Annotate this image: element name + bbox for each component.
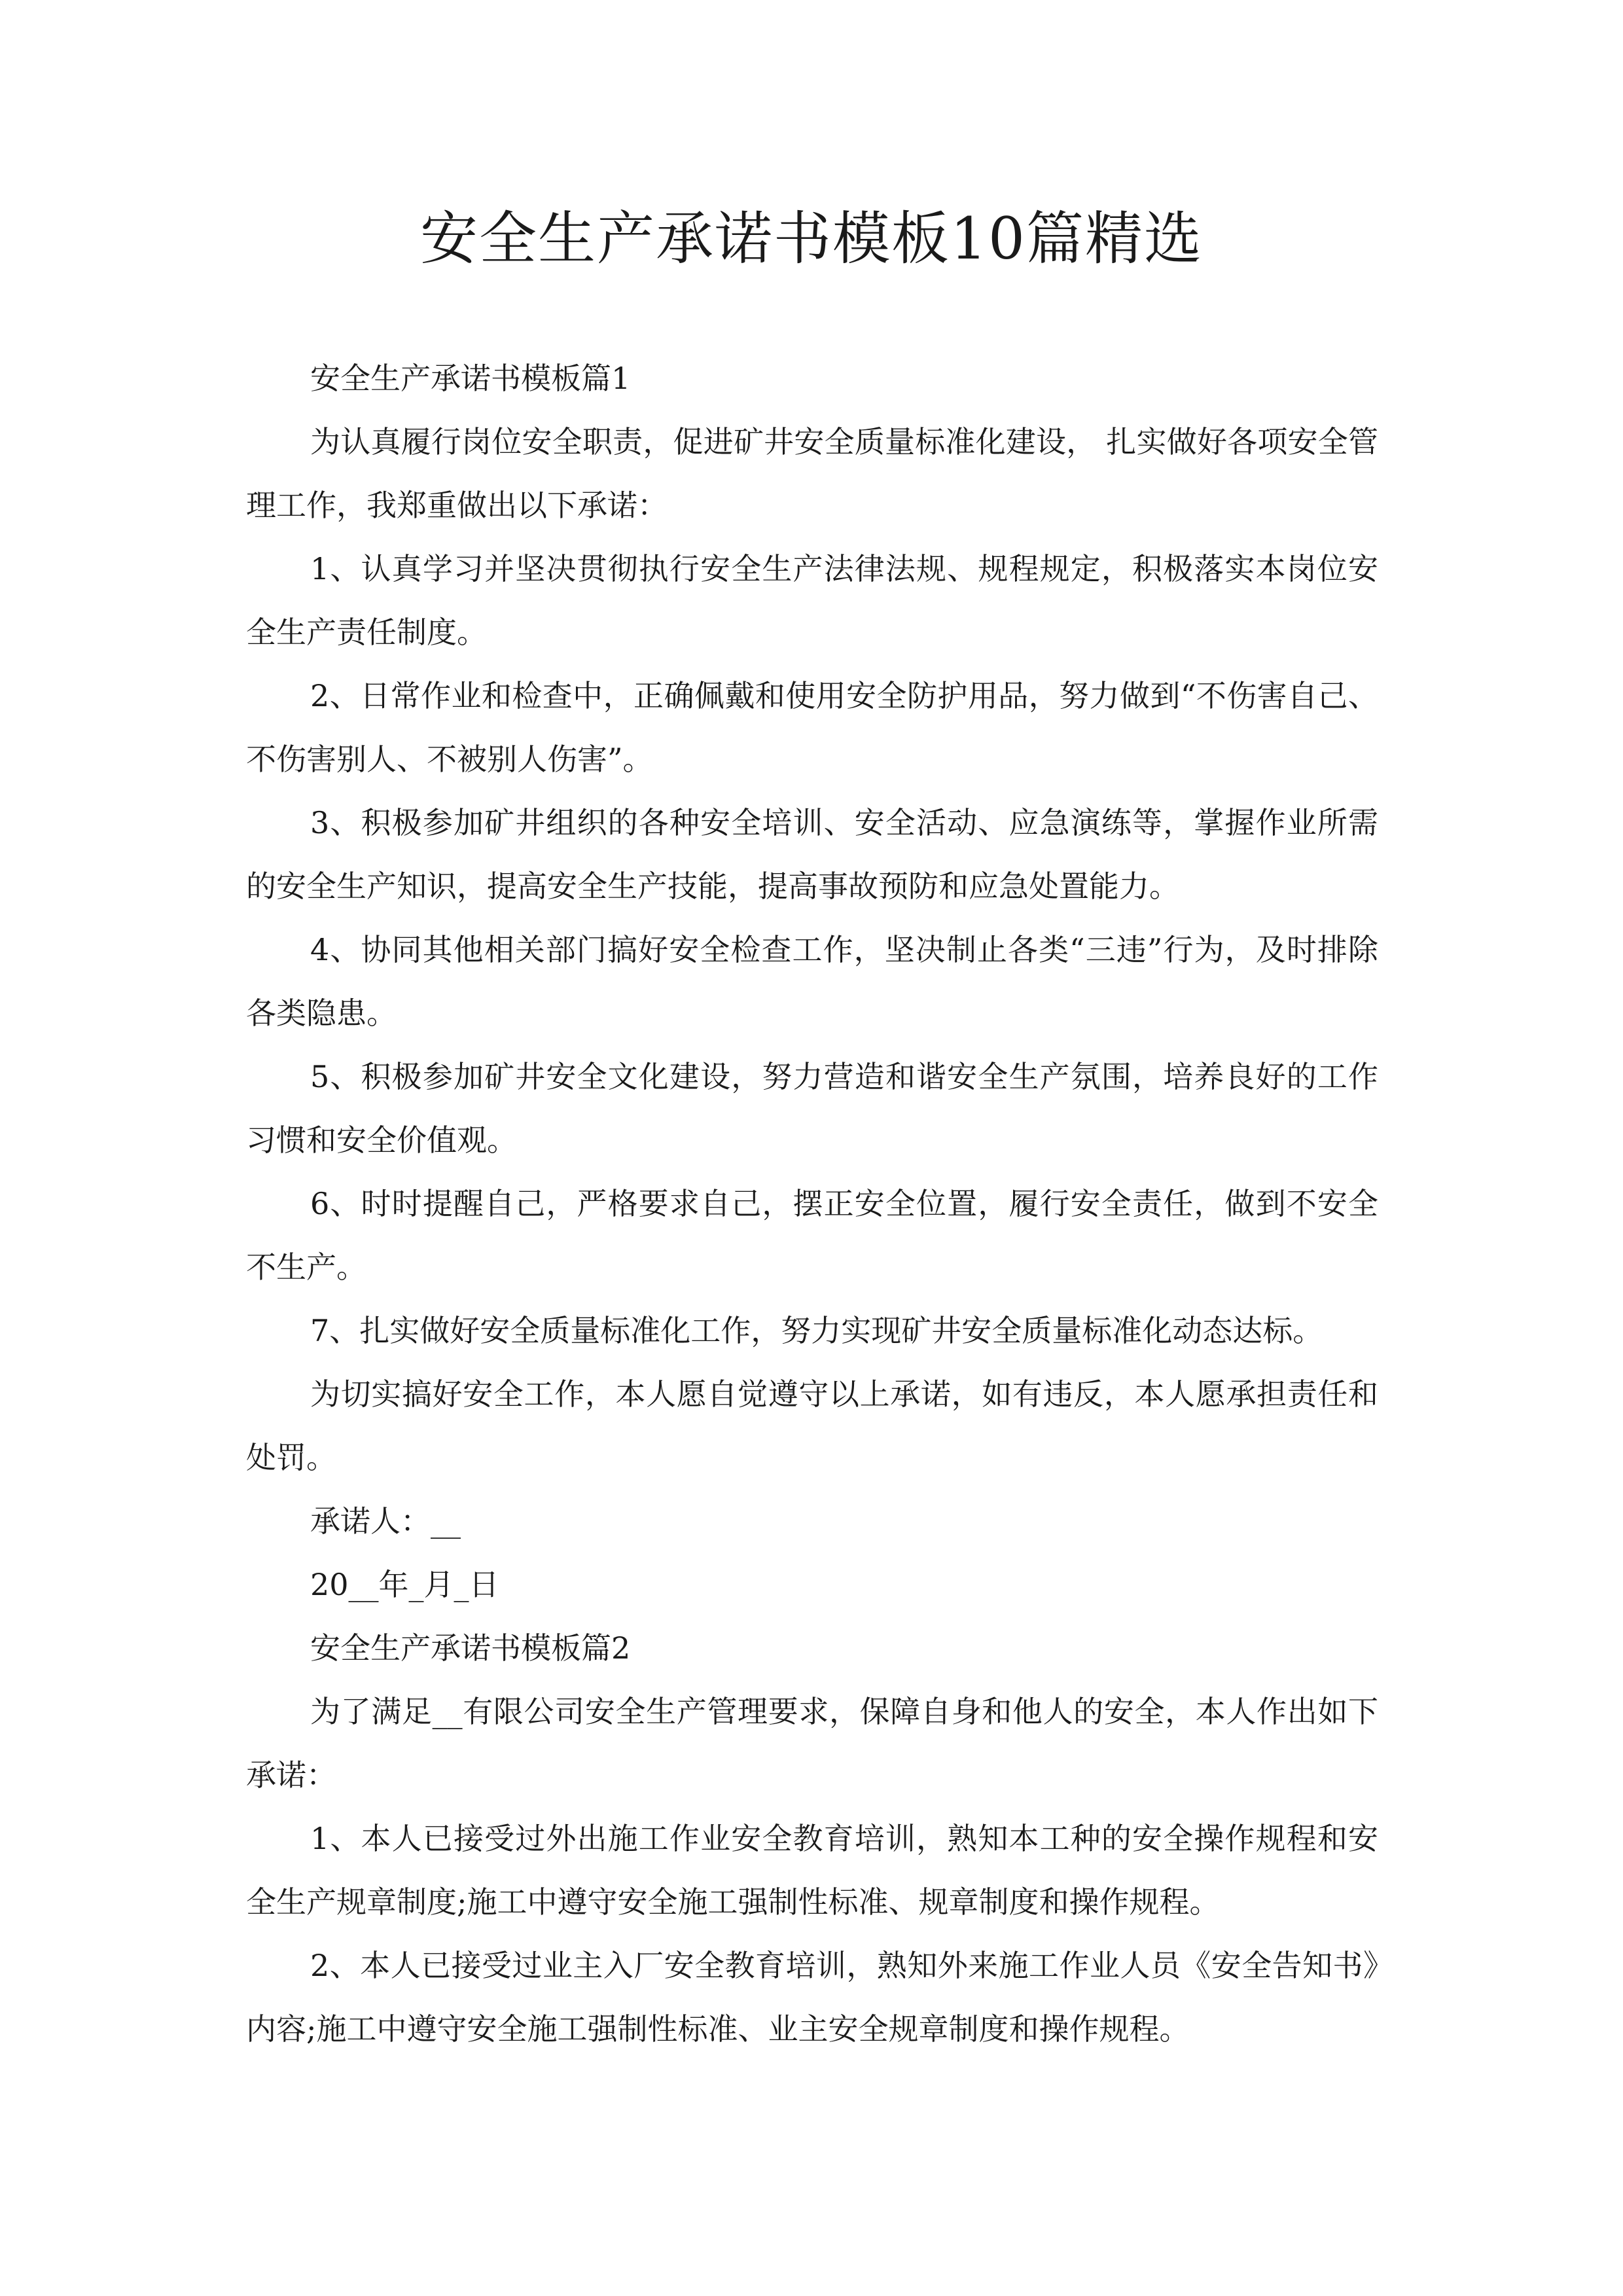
date-line: 20__年_月_日 (310, 1567, 499, 1602)
document-body (246, 347, 1378, 2061)
paragraph: 为认真履行岗位安全职责，促进矿井安全质量标准化建设， 扎实做好各项安全管理工作，我郑重做出以下承诺： (246, 424, 1378, 523)
section-heading: 安全生产承诺书模板篇1 (310, 361, 631, 396)
list-item: 2、日常作业和检查中，正确佩戴和使用安全防护用品，努力做到“不伤害自己、不伤害别人、不被别人伤害”。 (246, 678, 1378, 777)
list-item: 2、本人已接受过业主入厂安全教育培训，熟知外来施工作业人员《安全告知书》内容;施工中遵守安全施工强制性标准、业主安全规章制度和操作规程。 (246, 1948, 1378, 2047)
list-item: 1、认真学习并坚决贯彻执行安全生产法律法规、规程规定，积极落实本岗位安全生产责任制度。 (246, 551, 1378, 650)
list-item: 4、协同其他相关部门搞好安全检查工作，坚决制止各类“三违”行为，及时排除各类隐患。 (246, 932, 1378, 1031)
list-item: 7、扎实做好安全质量标准化工作，努力实现矿井安全质量标准化动态达标。 (310, 1313, 1323, 1348)
signature-line: 承诺人：__ (310, 1503, 461, 1539)
section-heading: 安全生产承诺书模板篇2 (310, 1630, 631, 1666)
document-title: 安全生产承诺书模板10篇精选 (420, 205, 1203, 272)
list-item: 1、本人已接受过外出施工作业安全教育培训，熟知本工种的安全操作规程和安全生产规章制度;施工中遵守安全施工强制性标准、规章制度和操作规程。 (246, 1821, 1378, 1920)
list-item: 5、积极参加矿井安全文化建设，努力营造和谐安全生产氛围，培养良好的工作习惯和安全价值观。 (246, 1059, 1378, 1158)
paragraph: 为了满足__有限公司安全生产管理要求，保障自身和他人的安全，本人作出如下承诺： (246, 1694, 1378, 1793)
list-item: 6、时时提醒自己，严格要求自己，摆正安全位置，履行安全责任，做到不安全不生产。 (246, 1186, 1378, 1285)
list-item: 3、积极参加矿井组织的各种安全培训、安全活动、应急演练等，掌握作业所需的安全生产知识，提高安全生产技能，提高事故预防和应急处置能力。 (246, 805, 1378, 904)
paragraph: 为切实搞好安全工作，本人愿自觉遵守以上承诺，如有违反，本人愿承担责任和处罚。 (246, 1376, 1378, 1475)
